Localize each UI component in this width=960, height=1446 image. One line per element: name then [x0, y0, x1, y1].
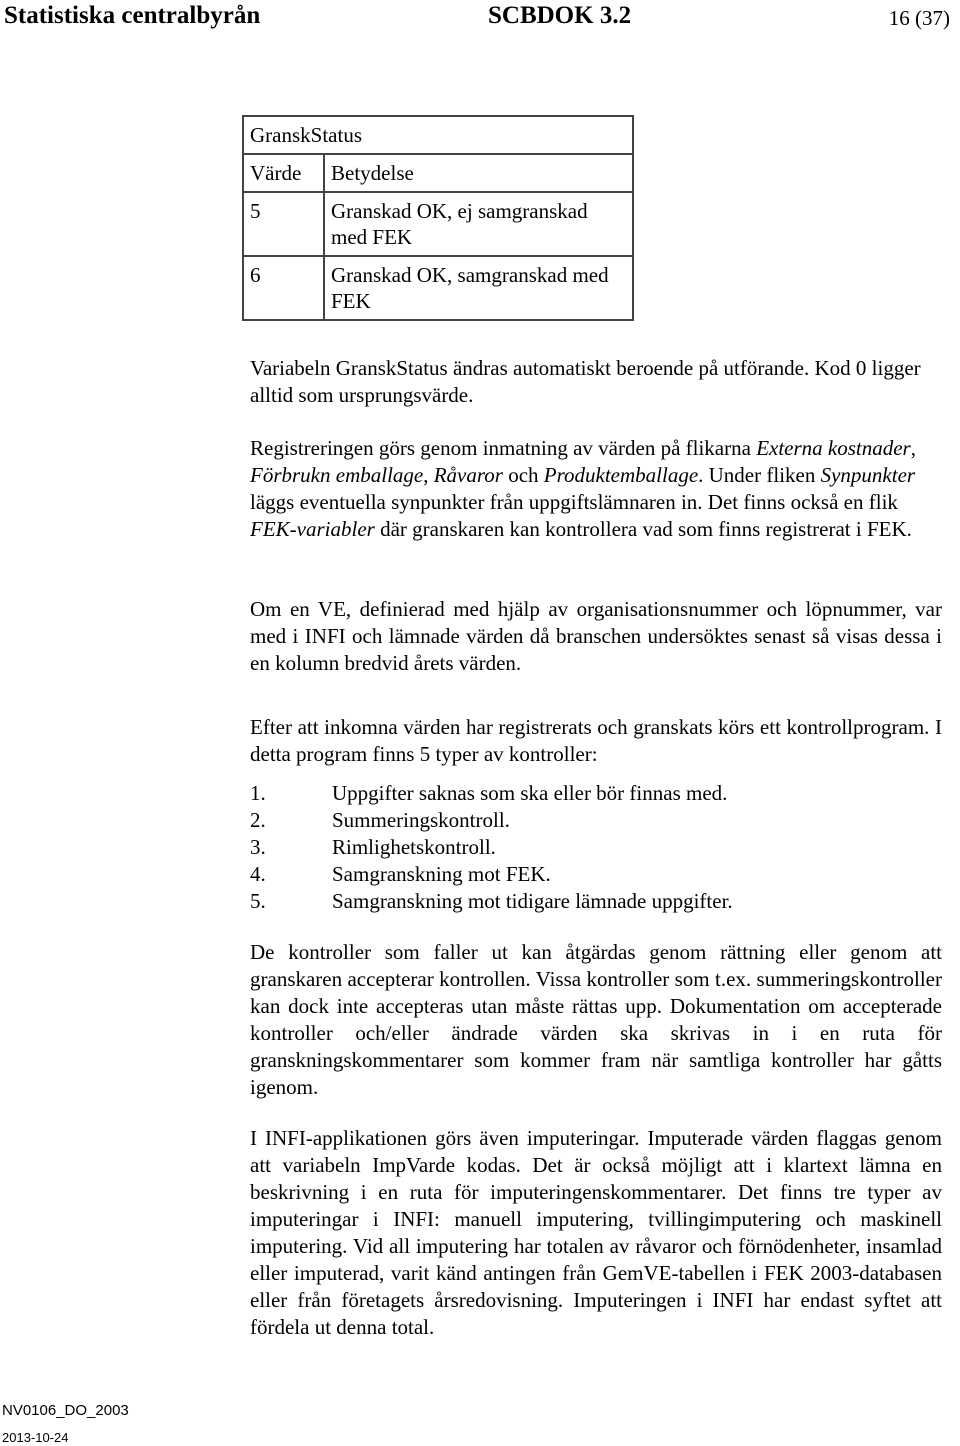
text-span: , — [423, 463, 434, 487]
list-item — [250, 888, 733, 915]
paragraph-granskstatus — [250, 355, 942, 409]
text-span: . Under fliken — [698, 463, 821, 487]
text-span: läggs eventuella synpunkter från uppgiftslämnaren in. Det finns också en flik — [250, 490, 898, 514]
tab-name-produktemballage: Produktemballage — [543, 463, 699, 487]
paragraph-tidigare-varden — [250, 596, 942, 677]
paragraph-kontrollprogram — [250, 714, 942, 768]
list-number: 4. — [250, 862, 266, 886]
list-number: 2. — [250, 808, 266, 832]
paragraph-text: I INFI-applikationen görs även imputeringar. Imputerade värden flaggas genom att variabeln ImpVarde kodas. Det är också möjligt att i klartext lämna en beskrivning i en ruta för imputeringenskommentarer. Det finns tre typer av imputeringar i INFI: manuell imputering, tvillingimputering och maskinell imputering. Vid all imputering har totalen av råvaror och förnödenheter, insamlad eller imputerad, varit känd antingen från GemVE-tabellen i FEK 2003-databasen eller från företagets årsredovisning. Imputeringen i INFI har endast syftet att fördela ut denna total. — [250, 1126, 942, 1339]
tab-name-externa-kostnader: Externa kostnader — [756, 436, 911, 460]
tab-name-fek-variabler: FEK-variabler — [250, 517, 375, 541]
list-text: Samgranskning mot FEK. — [332, 862, 551, 886]
table-cell-value: 5 — [243, 192, 324, 256]
list-text: Summeringskontroll. — [332, 808, 510, 832]
table-cell-meaning: Granskad OK, samgranskad med FEK — [324, 256, 633, 320]
column-header-value: Värde — [243, 154, 324, 192]
list-item — [250, 834, 733, 861]
tab-name-synpunkter: Synpunkter — [820, 463, 916, 487]
paragraph-text: Efter att inkomna värden har registrerats och granskats körs ett kontrollprogram. I detta program finns 5 typer av kontroller: — [250, 715, 942, 766]
text-span: och — [502, 463, 544, 487]
page-header — [0, 2, 960, 42]
table-title: GranskStatus — [243, 116, 633, 154]
list-number: 5. — [250, 889, 266, 913]
paragraph-imputeringar — [250, 1125, 942, 1341]
table-row — [243, 192, 633, 256]
paragraph-text: Variabeln GranskStatus ändras automatiskt beroende på utförande. Kod 0 ligger alltid som ursprungsvärde. — [250, 356, 921, 407]
table-row — [243, 256, 633, 320]
paragraph-text: De kontroller som faller ut kan åtgärdas genom rättning eller genom att granskaren accepterar kontrollen. Vissa kontroller som t.ex. summeringskontroller kan dock inte accepteras utan måste rättas upp. Dokumentation om accepterade kontroller och/eller ändrade värden ska skrivas in i en ruta för granskningskommentarer som kommer fram när samtliga kontroller har gåtts igenom. — [250, 940, 942, 1099]
tab-name-forbrukn-emballage: Förbrukn emballage — [250, 463, 424, 487]
footer-document-id: NV0106_DO_2003 — [2, 1402, 129, 1419]
text-span: Registreringen görs genom inmatning av värden på flikarna — [250, 436, 757, 460]
paragraph-text: Om en VE, definierad med hjälp av organisationsnummer och löpnummer, var med i INFI och lämnade värden då branschen undersöktes senast så visas dessa i en kolumn bredvid årets värden. — [250, 597, 942, 675]
list-text: Uppgifter saknas som ska eller bör finnas med. — [332, 781, 728, 805]
granskstatus-table — [242, 115, 634, 321]
list-item — [250, 807, 733, 834]
table-cell-meaning: Granskad OK, ej samgranskad med FEK — [324, 192, 633, 256]
table-header-row — [243, 154, 633, 192]
control-type-list — [250, 780, 733, 915]
paragraph-atgarda-kontroller — [250, 939, 942, 1101]
list-text: Rimlighetskontroll. — [332, 835, 496, 859]
list-item — [250, 780, 733, 807]
table-title-row — [243, 116, 633, 154]
list-number: 3. — [250, 835, 266, 859]
list-text: Samgranskning mot tidigare lämnade uppgifter. — [332, 889, 733, 913]
list-number: 1. — [250, 781, 266, 805]
page-number: 16 (37) — [888, 6, 950, 30]
organization-name: Statistiska centralbyrån — [4, 2, 261, 29]
paragraph-text — [250, 435, 942, 543]
list-item — [250, 861, 733, 888]
document-id: SCBDOK 3.2 — [488, 2, 632, 29]
text-span: , — [910, 436, 916, 460]
table-cell-value: 6 — [243, 256, 324, 320]
tab-name-ravaror: Råvaror — [433, 463, 503, 487]
text-span: där granskaren kan kontrollera vad som finns registrerat i FEK. — [374, 517, 912, 541]
column-header-meaning: Betydelse — [324, 154, 633, 192]
footer-date: 2013-10-24 — [2, 1430, 69, 1445]
paragraph-registrering — [250, 435, 942, 543]
